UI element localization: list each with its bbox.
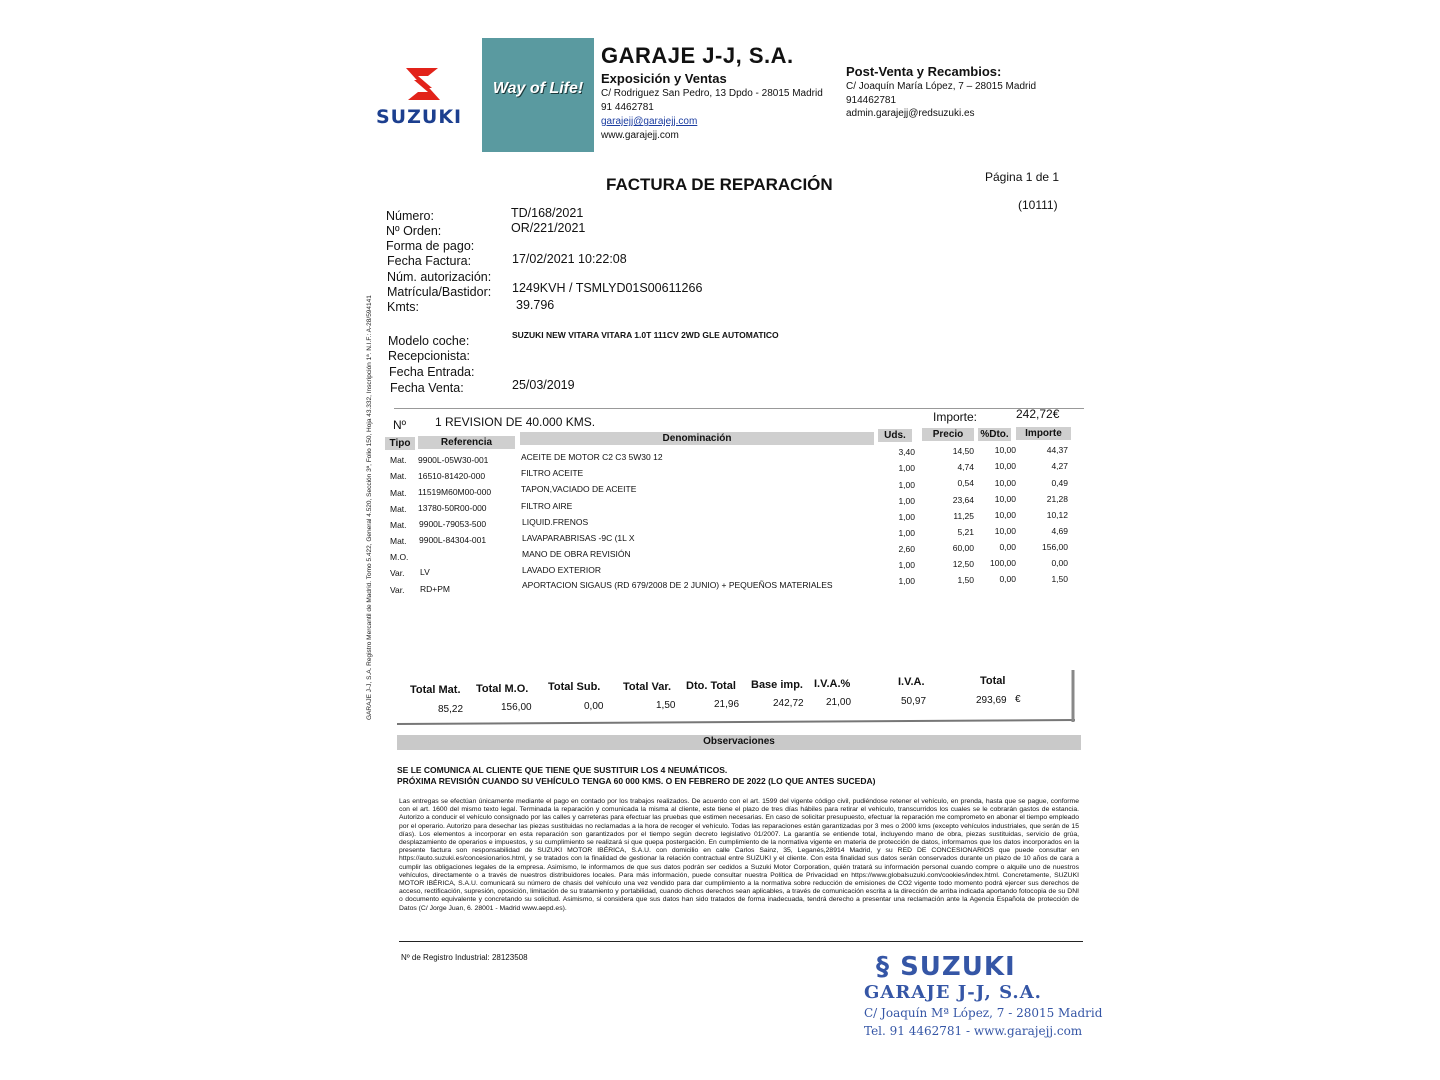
field-value: 17/02/2021 10:22:08 [512,252,627,266]
cell-discount: 10,00 [994,445,1016,455]
cell-units: 1,00 [898,512,915,522]
field-label: Recepcionista: [388,349,470,363]
sales-address: C/ Rodriguez San Pedro, 13 Dpdo - 28015 Madrid [601,88,823,99]
cell-reference: LV [420,567,430,577]
cell-units: 1,00 [898,496,915,506]
cell-description: LIQUID.FRENOS [522,517,589,527]
total-header: Total Var. [623,681,672,693]
cell-discount: 0,00 [999,574,1016,584]
field-label: Kmts: [387,300,419,314]
aftersales-email: admin.garajejj@redsuzuki.es [846,108,975,119]
field-label: Matrícula/Bastidor: [387,285,492,299]
stamp-company: GARAJE J-J, S.A. [864,982,1042,1003]
cell-reference: 9900L-05W30-001 [418,455,489,465]
totals-frame [397,668,1075,726]
total-value: 50,97 [901,696,927,707]
observation-line: PRÓXIMA REVISIÓN CUANDO SU VEHÍCULO TENGA 60 000 KMS. O EN FEBRERO DE 2022 (LO QUE ANTES SUCEDA) [397,776,876,786]
operation-no-label: Nº [393,418,407,432]
sales-email-link[interactable]: garajejj@garajejj.com [601,116,698,127]
col-header-price: Precio [922,428,974,441]
cell-type: Mat. [390,455,407,465]
total-header: Dto. Total [686,680,736,692]
cell-description: MANO DE OBRA REVISIÓN [522,549,631,559]
cell-units: 1,00 [898,560,915,570]
company-name: GARAJE J-J, S.A. [601,43,794,68]
cell-type: Mat. [390,504,407,514]
total-value: 242,72 [773,698,804,709]
stamp-brand [876,952,1066,982]
cell-units: 2,60 [898,544,915,554]
total-value: 85,22 [438,704,464,715]
operation-amount-label: Importe: [933,410,978,424]
col-header-amount: Importe [1016,427,1071,440]
field-value: SUZUKI NEW VITARA VITARA 1.0T 111CV 2WD GLE AUTOMATICO [512,330,779,340]
field-value: 1249KVH / TSMLYD01S00611266 [512,281,703,295]
field-label: Fecha Venta: [390,381,464,395]
cell-units: 1,00 [898,576,915,586]
col-header-reference: Referencia [418,436,515,449]
cell-price: 14,50 [952,446,974,456]
cell-type: Var. [390,585,405,595]
cell-discount: 10,00 [994,526,1016,536]
cell-price: 5,21 [957,527,974,537]
col-header-units: Uds. [878,429,912,442]
brand-name: SUZUKI [376,106,463,128]
legal-divider [399,941,1083,942]
field-label: Nº Orden: [386,224,442,238]
page-number: Página 1 de 1 [985,170,1060,184]
stamp-suzuki-icon: § [876,952,890,982]
col-header-description: Denominación [520,432,874,445]
col-header-type: Tipo [385,437,415,450]
cell-amount: 21,28 [1046,494,1068,504]
total-value: 0,00 [584,701,604,712]
cell-amount: 0,49 [1051,478,1068,488]
total-header: I.V.A.% [814,678,851,690]
total-header: Base imp. [751,679,803,691]
cell-units: 1,00 [898,528,915,538]
cell-amount: 4,27 [1051,461,1068,471]
sales-phone: 91 4462781 [601,102,654,113]
client-code: (10111) [1018,198,1058,212]
cell-amount: 4,69 [1051,526,1068,536]
cell-price: 23,64 [952,495,974,505]
slogan-text: Way of Life! [492,80,584,97]
cell-type: Mat. [390,471,407,481]
cell-discount: 10,00 [994,494,1016,504]
total-value: 21,96 [714,699,740,710]
operation-description: 1 REVISION DE 40.000 KMS. [435,415,596,429]
cell-reference: 16510-81420-000 [418,471,486,481]
cell-type: Mat. [390,520,407,530]
cell-discount: 100,00 [990,558,1016,568]
cell-discount: 10,00 [994,510,1016,520]
cell-description: APORTACION SIGAUS (RD 679/2008 DE 2 JUNIO) + PEQUEÑOS MATERIALES [522,580,833,590]
cell-discount: 0,00 [999,542,1016,552]
divider [394,408,1084,409]
cell-price: 60,00 [952,543,974,553]
stamp-address: C/ Joaquín Mª López, 7 - 28015 Madrid [864,1006,1103,1020]
cell-price: 11,25 [953,511,974,521]
total-header: Total [980,675,1006,687]
cell-reference: 9900L-79053-500 [419,519,487,529]
cell-amount: 156,00 [1042,542,1068,552]
cell-amount: 1,50 [1051,574,1068,584]
field-value: 39.796 [516,298,555,312]
cell-type: Mat. [390,488,407,498]
cell-amount: 0,00 [1051,558,1068,568]
cell-reference: 11519M60M00-000 [418,487,492,497]
cell-type: Mat. [390,536,407,546]
cell-description: FILTRO AIRE [521,501,573,511]
cell-amount: 10,12 [1046,510,1068,520]
total-header: Total Mat. [410,684,461,696]
field-label: Modelo coche: [388,334,470,348]
cell-type: M.O. [390,552,409,562]
cell-price: 1,50 [957,575,974,585]
cell-description: ACEITE DE MOTOR C2 C3 5W30 12 [521,452,663,462]
cell-units: 1,00 [898,463,915,473]
suzuki-logo-icon [398,64,448,104]
operation-amount: 242,72€ [1016,407,1060,421]
total-value: 156,00 [501,702,532,713]
cell-price: 0,54 [957,478,974,488]
col-header-discount: %Dto. [978,428,1011,441]
field-value: 25/03/2019 [512,378,575,392]
cell-description: TAPON,VACIADO DE ACEITE [521,484,637,494]
cell-amount: 44,37 [1046,445,1068,455]
field-label: Número: [386,209,434,223]
field-label: Núm. autorización: [387,270,492,284]
cell-price: 4,74 [957,462,974,472]
stamp-phone: Tel. 91 4462781 - www.garajejj.com [864,1024,1083,1038]
observations-text [397,765,875,787]
sales-title: Exposición y Ventas [601,71,727,86]
invoice-title: FACTURA DE REPARACIÓN [606,175,833,194]
cell-description: LAVAPARABRISAS -9C (1L X [522,533,635,543]
cell-discount: 10,00 [994,461,1016,471]
total-header: I.V.A. [898,676,925,688]
observation-line: SE LE COMUNICA AL CLIENTE QUE TIENE QUE SUSTITUIR LOS 4 NEUMÁTICOS. [397,765,728,775]
cell-units: 1,00 [898,480,915,490]
total-header: Total M.O. [476,683,529,695]
field-value: OR/221/2021 [511,221,586,235]
total-value: 21,00 [826,697,852,708]
registry-side-text: GARAJE J-J, S.A. Registro Mercantil de Madrid. Tomo 5.422, General 4.520, Sección 3ª, Folio 150, Hoja 43.332, Inscripción 1ª. N.I.F.: A-28/594141 [366,295,373,720]
total-header: Total Sub. [548,681,601,693]
industrial-registry: Nº de Registro Industrial: 28123508 [401,953,528,962]
aftersales-address: C/ Joaquín María López, 7 – 28015 Madrid [846,81,1037,92]
cell-description: FILTRO ACEITE [521,468,584,478]
cell-type: Var. [390,568,405,578]
total-currency: € [1015,694,1021,705]
cell-reference: 9900L-84304-001 [419,535,487,545]
total-value: 293,69 [976,695,1007,706]
cell-price: 12,50 [952,559,974,569]
sales-web: www.garajejj.com [601,130,679,141]
aftersales-title: Post-Venta y Recambios: [846,64,1002,79]
stamp-brand-text: SUZUKI [900,952,1016,982]
cell-discount: 10,00 [994,478,1016,488]
cell-description: LAVADO EXTERIOR [522,565,602,575]
field-label: Forma de pago: [386,239,475,253]
aftersales-phone: 914462781 [846,95,897,106]
observations-title: Observaciones [703,736,775,747]
cell-units: 3,40 [898,447,915,457]
legal-conditions: Las entregas se efectúan únicamente mediante el pago en contado por los trabajos realizados. De acuerdo con el art. 1599 del vigente código civil, pudiéndose retener el vehículo, en prenda, hasta que se pague, conforme con el art. 1600 del mismo texto legal. Terminada la reparación y comunicada la misma al cliente, este tiene el plazo de tres días hábiles para retirar el vehículo, transcurridos los cuales se le cobrarán gastos de estancia. Autorizo a conducir el vehículo consignado por las calles y carreteras para efectuar las pruebas que estimen necesarias. En caso de solicitar presupuesto, efectuar la reparación me comprometo en abonar el tiempo empleado por el operario. Autorizo para desechar las piezas sustituidas no reclamadas a la hora de recoger el vehículo. Todas las reparaciones están garantizadas por 3 mes o 2000 kms (excepto vehículos industriales, que serán de 15 días). Los elementos a incorporar en esta reparación son garantizados por el tiempo según decreto legislativo 01/2007. La garantía se entiende total, incluyendo mano de obra, piezas sustituidas, servicio de grúa, desplazamiento de operarios e impuestos, y su cumplimiento se realizará si que quepa postergación. En cumplimiento de la normativa vigente en materia de protección de datos, informamos que los datos incorporados en la presente factura son responsabilidad de SUZUKI MOTOR IBÉRICA, S.A.U. con domicilio en calle Carlos Sainz, 35, Leganés,28914 Madrid, y su RED DE CONCESIONARIOS que puede consultar en https://auto.suzuki.es/concesionarios.html, y se tratados con la finalidad de gestionar la relación contractual entre SUZUKI y el cliente. Con esta finalidad sus datos serán conservados durante un plazo de 10 años de cara a cumplir las obligaciones legales de la empresa. Asimismo, le informamos de que sus datos podrán ser cedidos a Suzuki Motor Corporation, quién tratará su información personal cuando compre o alquile uno de nuestros vehículos, directamente o a través de nuestros distribuidores locales. Para más información, puede consultar nuestra Política de Privacidad en https://www.globalsuzuki.com/cookies/index.html. Concretamente, SUZUKI MOTOR IBÉRICA, S.A.U. comunicará su número de chasis del vehículo una vez vendido para dar cumplimiento a la normativa sobre reducción de emisiones de CO2 vigente todo momento podrá ejercer sus derechos de acceso, rectificación, supresión, oposición, limitación de su tratamiento y portabilidad, cuando dichos derechos sean aplicables, a través de comunicación escrita a la dirección de arriba indicada aportando fotocopia de su DNI o documento equivalente y concretando su solicitud. Asimismo, si considera que sus datos han sido tratados de forma inadecuada, tendrá derecho a presentar una reclamación ante la Agencia Española de protección de Datos (C/ Jorge Juan, 6. 28001 - Madrid www.aepd.es). [399,798,1079,912]
cell-reference: 13780-50R00-000 [418,503,487,513]
field-label: Fecha Factura: [387,254,472,268]
total-value: 1,50 [656,700,676,711]
field-label: Fecha Entrada: [389,365,475,379]
cell-reference: RD+PM [420,584,450,594]
field-value: TD/168/2021 [511,206,584,220]
